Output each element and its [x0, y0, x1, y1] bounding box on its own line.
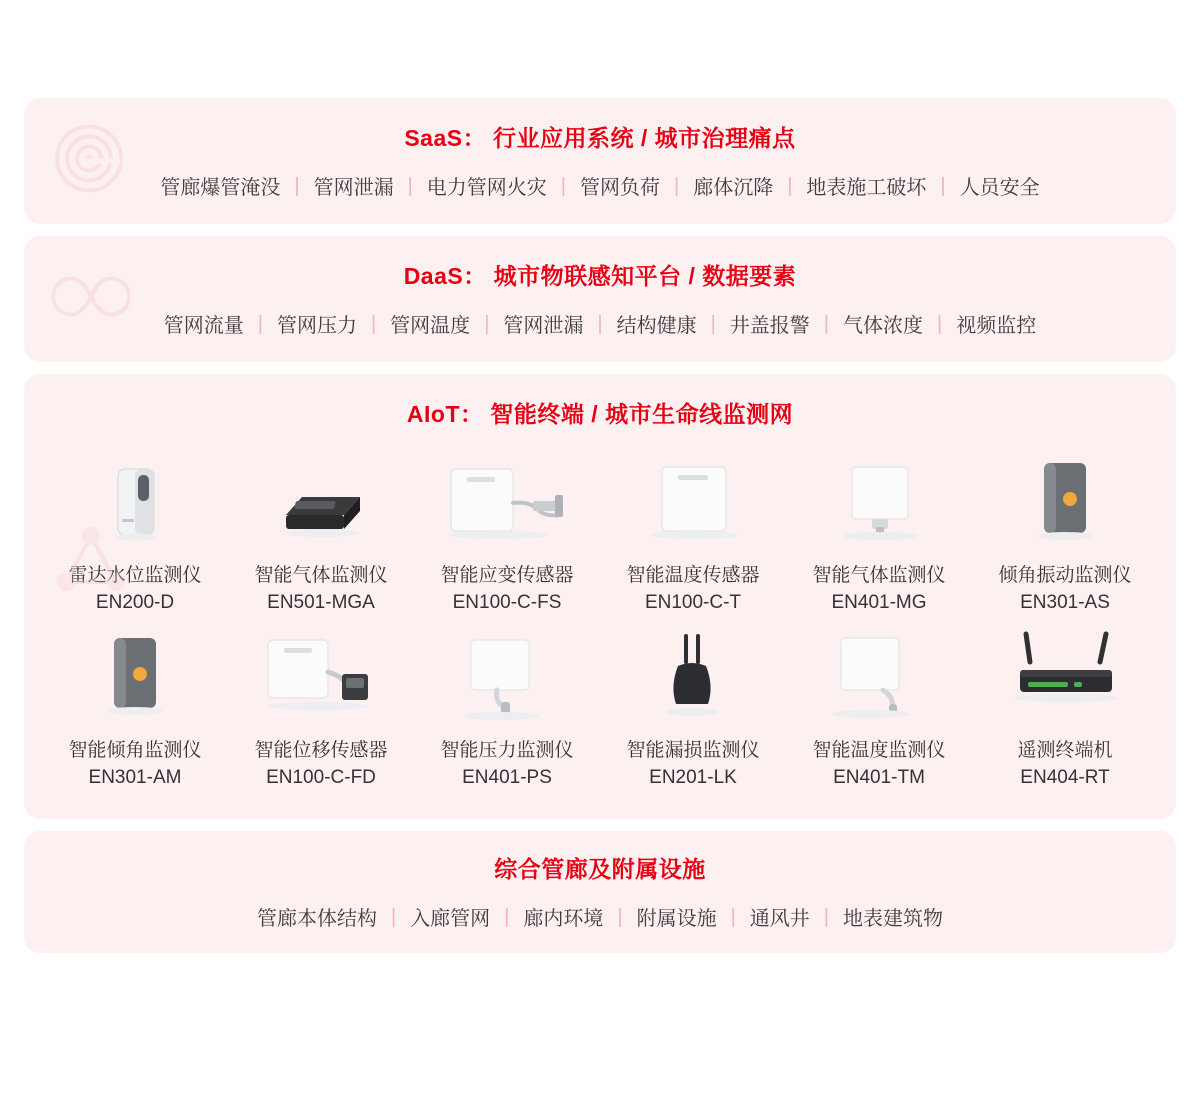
- chip[interactable]: 管网压力: [276, 315, 357, 337]
- chip[interactable]: 视频监控: [956, 315, 1037, 337]
- device-model: EN201-LK: [649, 766, 737, 788]
- device-name: 智能倾角监测仪: [68, 740, 202, 762]
- band-infrastructure: [24, 831, 1176, 953]
- pressure-monitor-device: [437, 620, 577, 728]
- device-name: 智能应变传感器: [440, 565, 574, 586]
- device-name: 遥测终端机: [1017, 740, 1113, 762]
- device-card: [228, 620, 414, 791]
- radar-level-device: [80, 445, 190, 553]
- band-infrastructure-title: 综合管廊及附属设施: [494, 856, 706, 883]
- device-name: 智能压力监测仪: [440, 740, 574, 762]
- chip[interactable]: 人员安全: [959, 177, 1040, 199]
- temperature-monitor-device: [809, 620, 949, 728]
- rtu-router-device: [990, 620, 1140, 728]
- chip-separator: |: [823, 312, 829, 335]
- device-card: [786, 620, 972, 791]
- band-infrastructure-chip-list: [24, 888, 1176, 953]
- chip-separator: |: [730, 905, 736, 928]
- chip[interactable]: 气体浓度: [843, 315, 923, 337]
- device-name: 智能位移传感器: [254, 740, 388, 762]
- tilt-vibration-device: [1010, 445, 1120, 553]
- chip[interactable]: 管网泄漏: [313, 177, 394, 199]
- device-model: EN401-MG: [831, 591, 927, 613]
- device-model: EN100-C-T: [644, 591, 742, 613]
- band-saas-chip-list: [24, 157, 1176, 224]
- chip-separator: |: [390, 905, 397, 928]
- band-daas: [24, 236, 1176, 362]
- chip-separator: |: [940, 174, 946, 197]
- chip[interactable]: 管网温度: [390, 315, 471, 337]
- device-card: [972, 445, 1158, 616]
- band-aiot-title: AIoT： 智能终端 / 城市生命线监测网: [406, 401, 794, 427]
- device-model: EN301-AS: [1020, 591, 1110, 613]
- chip-separator: |: [937, 312, 943, 335]
- band-saas: [24, 98, 1176, 224]
- chip[interactable]: 管廊本体结构: [256, 908, 377, 931]
- chip[interactable]: 结构健康: [616, 315, 697, 337]
- strain-sensor-device: [427, 445, 587, 553]
- device-name: 雷达水位监测仪: [68, 565, 202, 586]
- device-card: [414, 620, 600, 791]
- chip[interactable]: 电力管网火灾: [426, 177, 547, 199]
- band-daas-title: DaaS： 城市物联感知平台 / 数据要素: [403, 263, 797, 289]
- device-model: EN100-C-FD: [266, 766, 376, 788]
- chip[interactable]: 地表建筑物: [843, 908, 943, 931]
- device-card[interactable]: [228, 445, 414, 616]
- device-card: [42, 620, 228, 791]
- chip-separator: |: [560, 174, 566, 197]
- device-name: 智能漏损监测仪: [626, 740, 760, 762]
- chip-separator: |: [407, 174, 413, 197]
- device-card: [600, 445, 786, 616]
- band-aiot: [24, 374, 1176, 819]
- chip-separator: |: [597, 312, 603, 335]
- tilt-device: [80, 620, 190, 728]
- band-saas-title: SaaS： 行业应用系统 / 城市治理痛点: [404, 125, 796, 151]
- chip[interactable]: 井盖报警: [729, 315, 810, 337]
- chip-separator: |: [787, 174, 793, 197]
- device-model: EN401-TM: [833, 766, 925, 788]
- device-card: [600, 620, 786, 791]
- device-name: 智能气体监测仪: [812, 565, 946, 586]
- chip[interactable]: 廊内环境: [523, 908, 604, 931]
- chip[interactable]: 管网流量: [163, 315, 244, 337]
- chip-separator: |: [710, 312, 716, 335]
- device-name: 倾角振动监测仪: [998, 565, 1132, 586]
- device-model: EN501-MGA: [267, 591, 375, 613]
- displacement-sensor-device: [246, 620, 396, 728]
- chip-separator: |: [674, 174, 680, 197]
- chip[interactable]: 通风井: [749, 908, 810, 931]
- device-name: 智能气体监测仪: [254, 565, 388, 586]
- device-model: EN401-PS: [462, 766, 552, 788]
- device-name: 智能温度监测仪: [812, 740, 946, 762]
- chip[interactable]: 管网泄漏: [503, 315, 584, 337]
- device-card[interactable]: [42, 445, 228, 616]
- chip-separator: |: [617, 905, 623, 928]
- chip-separator: |: [504, 905, 510, 928]
- gas-monitor-device: [256, 445, 386, 553]
- gas-box-device: [814, 445, 944, 553]
- chip[interactable]: 廊体沉降: [693, 177, 774, 199]
- band-daas-chip-list: [24, 295, 1176, 362]
- device-model: EN100-C-FS: [452, 591, 562, 613]
- chip-separator: |: [823, 905, 829, 928]
- chip[interactable]: 管网负荷: [580, 177, 660, 199]
- chip[interactable]: 附属设施: [636, 908, 717, 931]
- device-model: EN301-AM: [88, 766, 182, 788]
- aiot-device-grid: [24, 433, 1176, 809]
- chip-separator: |: [370, 312, 377, 335]
- device-card: [972, 620, 1158, 791]
- chip[interactable]: 入廊管网: [410, 908, 491, 931]
- device-card: [414, 445, 600, 616]
- device-card: [786, 445, 972, 616]
- chip[interactable]: 管廊爆管淹没: [160, 177, 281, 199]
- chip-separator: |: [484, 312, 490, 335]
- device-model: EN404-RT: [1020, 766, 1110, 788]
- chip-separator: |: [294, 174, 300, 197]
- chip[interactable]: 地表施工破坏: [806, 177, 927, 199]
- leak-monitor-device: [638, 620, 748, 728]
- chip-separator: |: [257, 312, 263, 335]
- temperature-sensor-device: [628, 445, 758, 553]
- device-model: EN200-D: [95, 591, 175, 613]
- device-name: 智能温度传感器: [626, 565, 760, 586]
